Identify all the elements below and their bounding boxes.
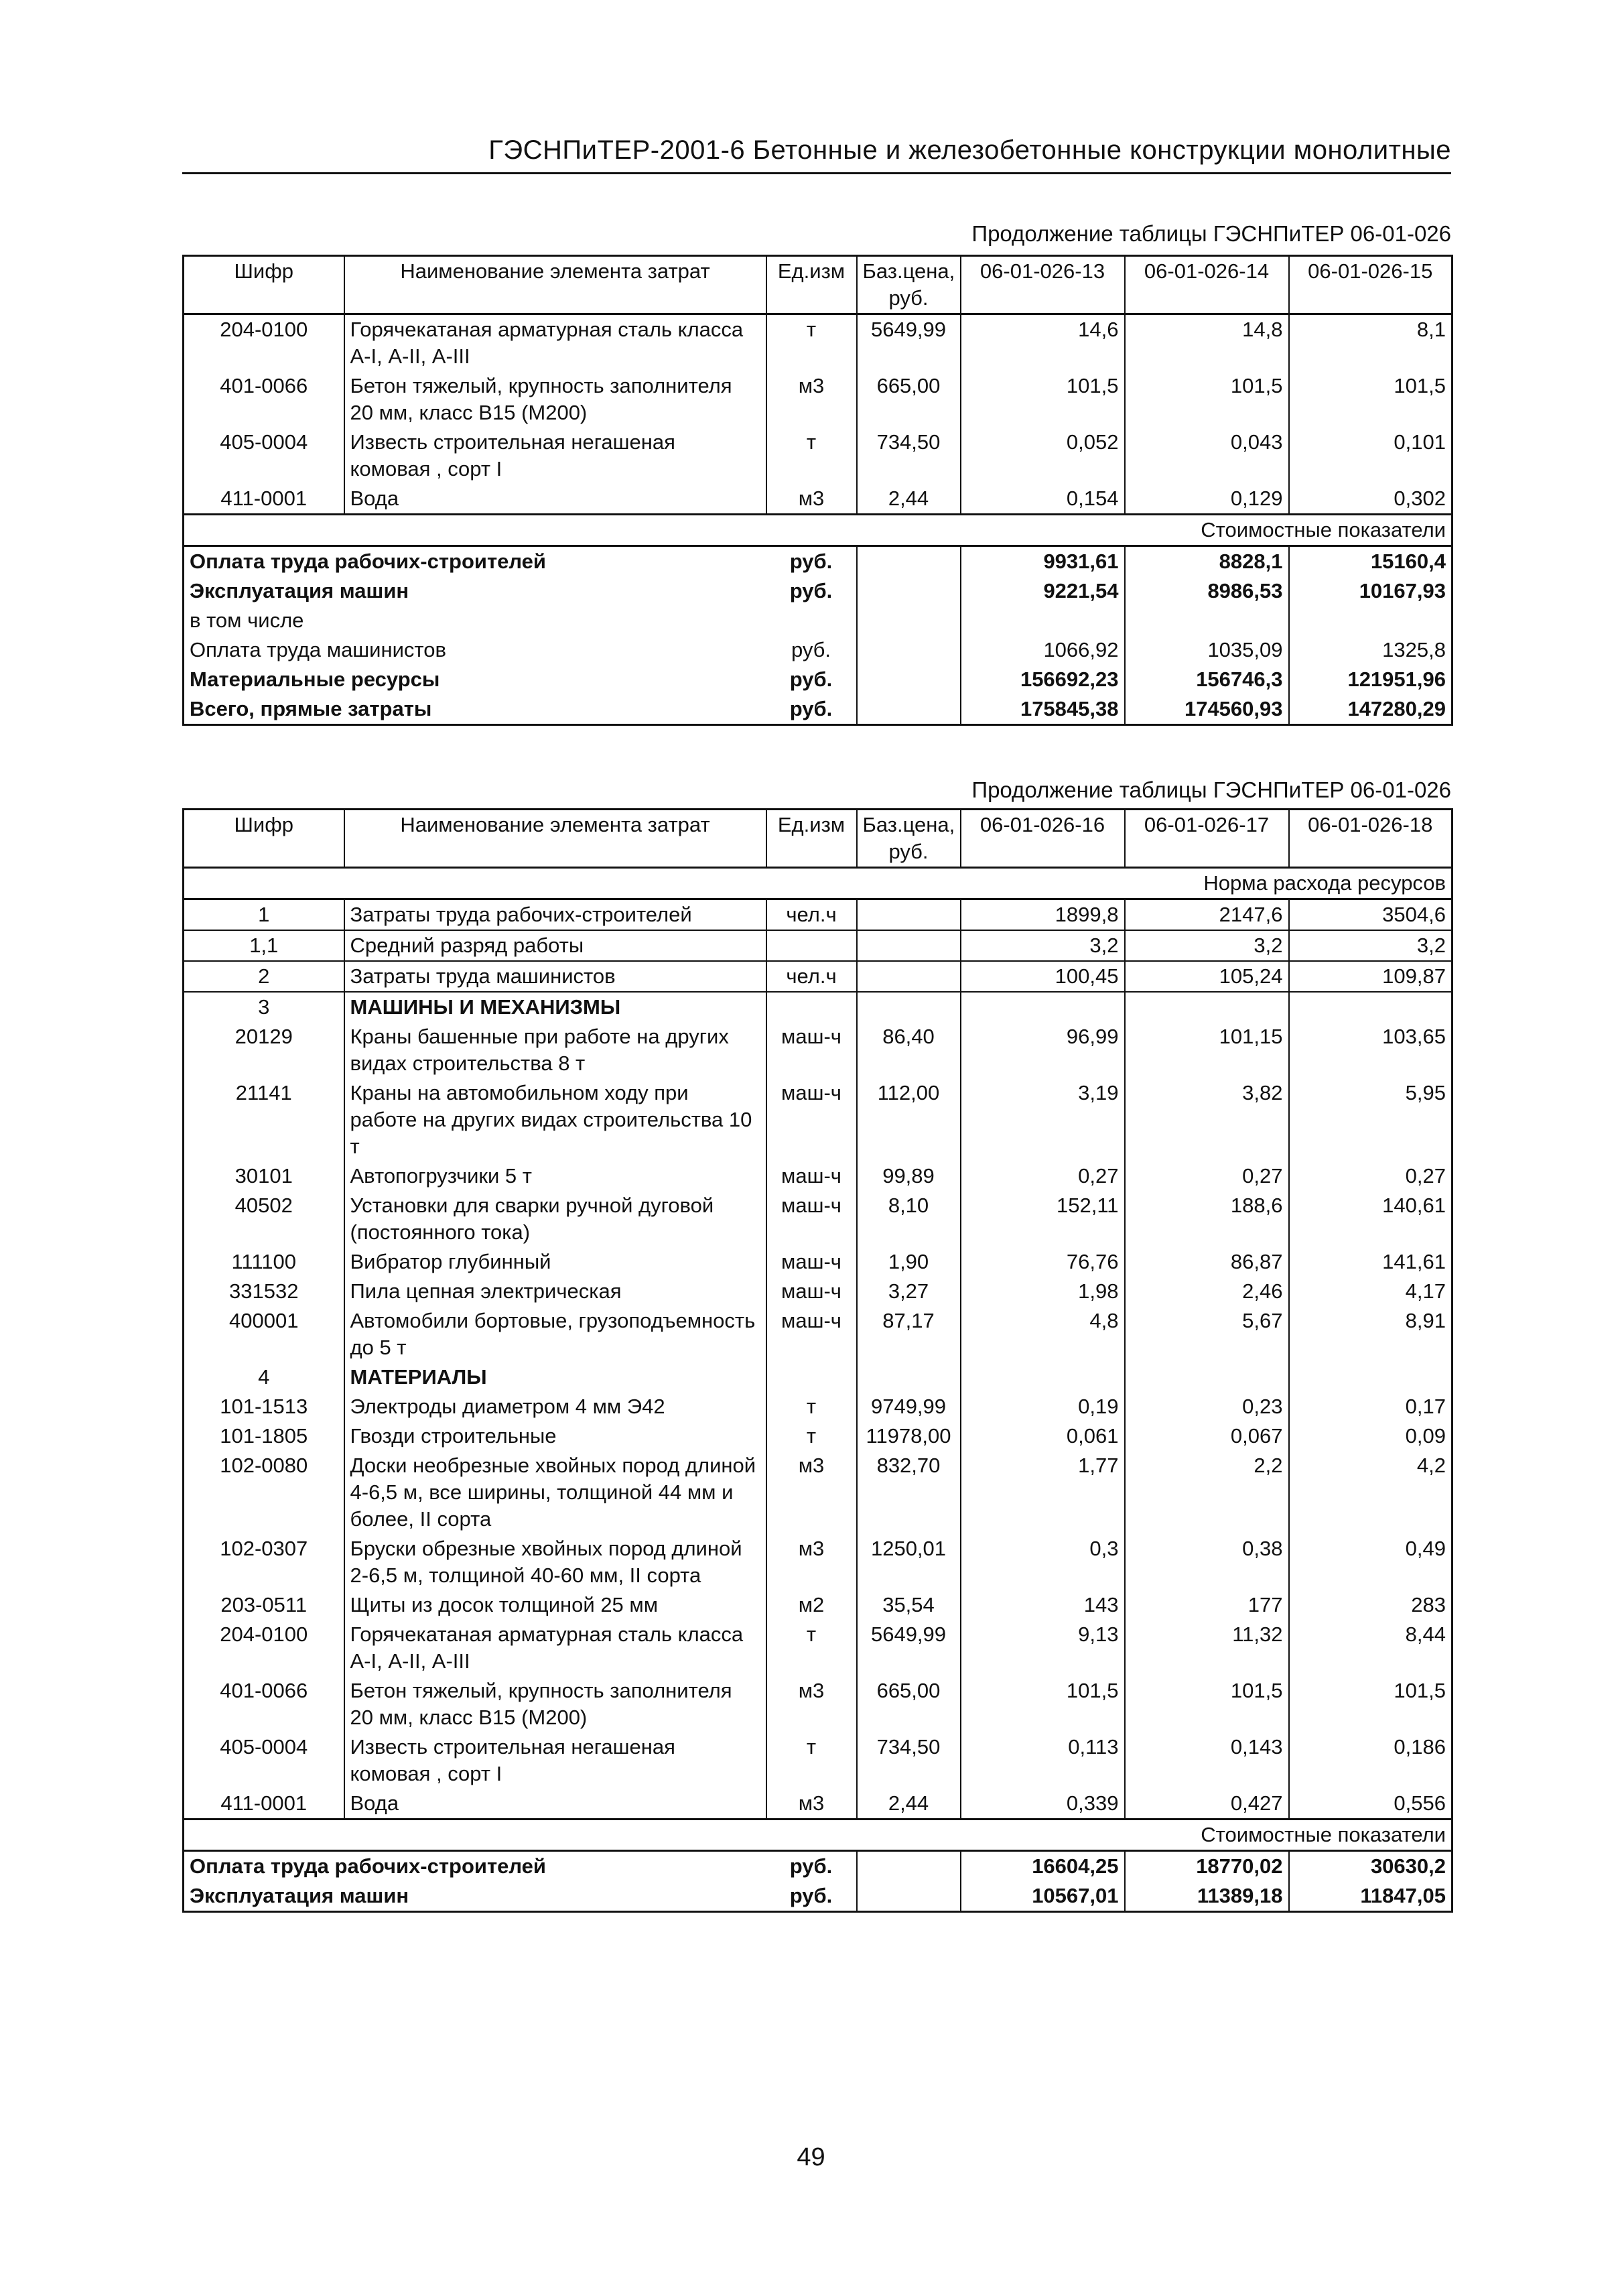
base-price: 832,70 — [857, 1451, 961, 1534]
value-col-1: 96,99 — [961, 1022, 1125, 1078]
cost-value-3: 1325,8 — [1289, 635, 1452, 665]
cost-value-1: 156692,23 — [961, 665, 1125, 694]
cost-value-1: 9221,54 — [961, 576, 1125, 606]
cost-unit: руб. — [766, 1881, 857, 1912]
unit: м3 — [798, 1679, 825, 1702]
resource-code: 102-0080 — [184, 1451, 344, 1534]
table-row — [184, 1732, 1452, 1789]
table-row — [184, 1191, 1452, 1247]
cost-row — [184, 694, 1452, 725]
column-header: 06-01-026-15 — [1289, 256, 1452, 314]
cost-value-1: 10567,01 — [961, 1881, 1125, 1912]
resource-name: Гвозди строительные — [344, 1421, 766, 1451]
resource-name: Вибратор глубинный — [344, 1247, 766, 1277]
table-row — [184, 428, 1452, 484]
column-header: Баз.цена, руб. — [857, 810, 961, 868]
unit: м3 — [798, 1454, 825, 1477]
unit: т — [806, 1735, 817, 1759]
unit: т — [806, 1424, 817, 1448]
cost-value-1: 175845,38 — [961, 694, 1125, 725]
base-price: 86,40 — [857, 1022, 961, 1078]
base-price: 87,17 — [857, 1306, 961, 1362]
resource-name: Краны на автомобильном ходу при работе на других видах строительства 10 т — [344, 1078, 766, 1161]
cost-value-2: 1035,09 — [1125, 635, 1289, 665]
value-col-1: 1,98 — [961, 1277, 1125, 1306]
cost-label: Материальные ресурсы — [184, 665, 766, 694]
value-col-2: 5,67 — [1125, 1306, 1289, 1362]
resource-code: 401-0066 — [184, 371, 344, 428]
cost-value-1: 16604,25 — [961, 1851, 1125, 1882]
base-price: 2,44 — [857, 1789, 961, 1820]
table-row — [184, 1362, 1452, 1392]
value-col-1: 152,11 — [961, 1191, 1125, 1247]
value-col-2: 3,2 — [1125, 930, 1289, 961]
column-header: Наименование элемента затрат — [344, 256, 766, 314]
value-col-1: 1899,8 — [961, 899, 1125, 931]
value-col-3 — [1289, 992, 1452, 1022]
cost-unit: руб. — [789, 550, 833, 573]
table-row — [184, 1392, 1452, 1421]
resource-code: 405-0004 — [184, 428, 344, 484]
table-row — [184, 1277, 1452, 1306]
value-col-1: 101,5 — [961, 371, 1125, 428]
cost-value-1 — [961, 606, 1125, 635]
cost-value-2: 174560,93 — [1125, 694, 1289, 725]
unit: м3 — [798, 487, 825, 510]
unit — [766, 992, 857, 1022]
base-price: 35,54 — [857, 1590, 961, 1620]
resource-name: Электроды диаметром 4 мм Э42 — [344, 1392, 766, 1421]
unit: т — [806, 318, 817, 341]
cost-price-empty — [857, 635, 961, 665]
page-header: ГЭСНПиТЕР-2001-6 Бетонные и железобетонные конструкции монолитные — [488, 135, 1451, 165]
base-price: 5649,99 — [857, 314, 961, 372]
value-col-2: 101,5 — [1125, 371, 1289, 428]
value-col-3: 0,27 — [1289, 1161, 1452, 1191]
value-col-2: 0,129 — [1125, 484, 1289, 515]
value-col-2: 0,38 — [1125, 1534, 1289, 1590]
value-col-2: 177 — [1125, 1590, 1289, 1620]
column-header: Ед.изм — [766, 810, 857, 868]
table-row — [184, 1620, 1452, 1676]
column-header: Наименование элемента затрат — [344, 810, 766, 868]
page-number: 49 — [797, 2143, 825, 2171]
value-col-1: 0,19 — [961, 1392, 1125, 1421]
cost-unit: руб. — [789, 1854, 833, 1878]
resource-name: Затраты труда рабочих-строителей — [344, 899, 766, 931]
base-price: 99,89 — [857, 1161, 961, 1191]
unit — [766, 930, 857, 961]
table-row — [184, 1247, 1452, 1277]
cost-value-1: 1066,92 — [961, 635, 1125, 665]
resource-name: Доски необрезные хвойных пород длиной 4-6,5 м, все ширины, толщиной 44 мм и более, II сорта — [344, 1451, 766, 1534]
cost-row — [184, 606, 1452, 635]
table-row — [184, 1161, 1452, 1191]
value-col-2: 2,46 — [1125, 1277, 1289, 1306]
cost-label: в том числе — [184, 606, 766, 635]
unit: маш-ч — [781, 1309, 841, 1332]
column-header: 06-01-026-18 — [1289, 810, 1452, 868]
resource-code: 2 — [184, 961, 344, 992]
cost-row — [184, 635, 1452, 665]
resource-name: Горячекатаная арматурная сталь класса А-I, А-II, А-III — [344, 1620, 766, 1676]
value-col-2: 2,2 — [1125, 1451, 1289, 1534]
cost-value-3: 121951,96 — [1289, 665, 1452, 694]
table-row — [184, 371, 1452, 428]
resource-name: Горячекатаная арматурная сталь класса А-I, А-II, А-III — [344, 314, 766, 372]
value-col-1: 4,8 — [961, 1306, 1125, 1362]
cost-unit: руб. — [766, 694, 857, 725]
resource-code: 204-0100 — [184, 1620, 344, 1676]
resource-code: 405-0004 — [184, 1732, 344, 1789]
value-col-3: 109,87 — [1289, 961, 1452, 992]
value-col-3: 0,17 — [1289, 1392, 1452, 1421]
value-col-1: 0,154 — [961, 484, 1125, 515]
resource-code: 1,1 — [184, 930, 344, 961]
resource-name: Известь строительная негашеная комовая , сорт I — [344, 428, 766, 484]
cost-value-3: 15160,4 — [1289, 546, 1452, 577]
resource-name: Установки для сварки ручной дуговой (постоянного тока) — [344, 1191, 766, 1247]
cost-price-empty — [857, 694, 961, 725]
value-col-1: 0,3 — [961, 1534, 1125, 1590]
resource-code: 203-0511 — [184, 1590, 344, 1620]
table-row — [184, 961, 1452, 992]
table-row — [184, 314, 1452, 372]
unit: м2 — [798, 1593, 825, 1616]
value-col-2 — [1125, 992, 1289, 1022]
value-col-2: 101,15 — [1125, 1022, 1289, 1078]
value-col-1: 1,77 — [961, 1451, 1125, 1534]
value-col-3: 0,302 — [1289, 484, 1452, 515]
value-col-1: 100,45 — [961, 961, 1125, 992]
cost-row — [184, 576, 1452, 606]
table-row — [184, 1451, 1452, 1534]
resource-name: Автомобили бортовые, грузоподъемность до 5 т — [344, 1306, 766, 1362]
cost-price-empty — [857, 1881, 961, 1912]
value-col-2: 188,6 — [1125, 1191, 1289, 1247]
cost-value-2: 156746,3 — [1125, 665, 1289, 694]
band-label: Норма расхода ресурсов — [184, 868, 1452, 899]
resource-name: Автопогрузчики 5 т — [344, 1161, 766, 1191]
section-band — [184, 868, 1452, 899]
base-price: 734,50 — [857, 428, 961, 484]
base-price: 3,27 — [857, 1277, 961, 1306]
cost-value-3: 11847,05 — [1289, 1881, 1452, 1912]
resource-name: Известь строительная негашеная комовая , сорт I — [344, 1732, 766, 1789]
column-header: Ед.изм — [766, 256, 857, 314]
resource-code: 400001 — [184, 1306, 344, 1362]
table-row — [184, 1789, 1452, 1820]
resource-code: 401-0066 — [184, 1676, 344, 1732]
resource-name: Щиты из досок толщиной 25 мм — [344, 1590, 766, 1620]
unit: маш-ч — [781, 1279, 841, 1303]
cost-value-3 — [1289, 606, 1452, 635]
value-col-2: 0,427 — [1125, 1789, 1289, 1820]
base-price — [857, 899, 961, 931]
cost-value-2: 18770,02 — [1125, 1851, 1289, 1882]
base-price: 112,00 — [857, 1078, 961, 1161]
cost-unit — [766, 606, 857, 635]
cost-value-2: 8986,53 — [1125, 576, 1289, 606]
table-row — [184, 484, 1452, 515]
value-col-2: 11,32 — [1125, 1620, 1289, 1676]
resource-name: Пила цепная электрическая — [344, 1277, 766, 1306]
cost-price-empty — [857, 1851, 961, 1882]
value-col-3: 3504,6 — [1289, 899, 1452, 931]
value-col-1: 9,13 — [961, 1620, 1125, 1676]
base-price: 1250,01 — [857, 1534, 961, 1590]
table-row — [184, 1676, 1452, 1732]
base-price — [857, 992, 961, 1022]
cost-label: Всего, прямые затраты — [184, 694, 766, 725]
table-row — [184, 1022, 1452, 1078]
cost-row — [184, 665, 1452, 694]
value-col-2: 0,043 — [1125, 428, 1289, 484]
resource-name: МАШИНЫ И МЕХАНИЗМЫ — [344, 992, 766, 1022]
value-col-2: 14,8 — [1125, 314, 1289, 372]
value-col-2: 101,5 — [1125, 1676, 1289, 1732]
value-col-3: 5,95 — [1289, 1078, 1452, 1161]
unit: т — [806, 430, 817, 454]
resource-code: 20129 — [184, 1022, 344, 1078]
resource-code: 204-0100 — [184, 314, 344, 372]
value-col-1 — [961, 1362, 1125, 1392]
base-price — [857, 1362, 961, 1392]
value-col-3: 4,2 — [1289, 1451, 1452, 1534]
unit: чел.ч — [766, 961, 857, 992]
resource-name: Вода — [344, 484, 766, 515]
value-col-2: 0,23 — [1125, 1392, 1289, 1421]
cost-label: Оплата труда машинистов — [184, 635, 766, 665]
resource-code: 111100 — [184, 1247, 344, 1277]
resource-code: 331532 — [184, 1277, 344, 1306]
value-col-2: 2147,6 — [1125, 899, 1289, 931]
table-row — [184, 1306, 1452, 1362]
resource-name: Краны башенные при работе на других видах строительства 8 т — [344, 1022, 766, 1078]
resource-name: МАТЕРИАЛЫ — [344, 1362, 766, 1392]
section-band — [184, 1820, 1452, 1851]
section-band — [184, 515, 1452, 546]
unit — [766, 1362, 857, 1392]
value-col-2: 0,27 — [1125, 1161, 1289, 1191]
cost-row — [184, 1851, 1452, 1882]
cost-value-2 — [1125, 606, 1289, 635]
column-header: 06-01-026-17 — [1125, 810, 1289, 868]
cost-value-3: 147280,29 — [1289, 694, 1452, 725]
resource-name: Бруски обрезные хвойных пород длиной 2-6,5 м, толщиной 40-60 мм, II сорта — [344, 1534, 766, 1590]
value-col-2: 0,067 — [1125, 1421, 1289, 1451]
cost-price-empty — [857, 576, 961, 606]
value-col-2: 105,24 — [1125, 961, 1289, 992]
table1-caption: Продолжение таблицы ГЭСНПиТЕР 06-01-026 — [971, 221, 1451, 246]
cost-row — [184, 1881, 1452, 1912]
cost-value-2: 11389,18 — [1125, 1881, 1289, 1912]
resource-code: 40502 — [184, 1191, 344, 1247]
value-col-3: 0,186 — [1289, 1732, 1452, 1789]
header-rule — [182, 172, 1451, 174]
unit: маш-ч — [781, 1250, 841, 1273]
resource-code: 411-0001 — [184, 484, 344, 515]
value-col-1: 143 — [961, 1590, 1125, 1620]
value-col-3: 103,65 — [1289, 1022, 1452, 1078]
resource-code: 1 — [184, 899, 344, 931]
unit: маш-ч — [781, 1194, 841, 1217]
cost-label: Оплата труда рабочих-строителей — [184, 546, 766, 577]
resource-name: Бетон тяжелый, крупность заполнителя 20 мм, класс В15 (М200) — [344, 371, 766, 428]
resource-name: Бетон тяжелый, крупность заполнителя 20 мм, класс В15 (М200) — [344, 1676, 766, 1732]
base-price: 8,10 — [857, 1191, 961, 1247]
value-col-2: 86,87 — [1125, 1247, 1289, 1277]
table-row — [184, 992, 1452, 1022]
value-col-3 — [1289, 1362, 1452, 1392]
value-col-3: 8,91 — [1289, 1306, 1452, 1362]
column-header: Баз.цена, руб. — [857, 256, 961, 314]
resource-code: 4 — [184, 1362, 344, 1392]
resource-code: 21141 — [184, 1078, 344, 1161]
value-col-1: 0,052 — [961, 428, 1125, 484]
column-header: Шифр — [184, 810, 344, 868]
table-row — [184, 1078, 1452, 1161]
base-price: 734,50 — [857, 1732, 961, 1789]
unit: маш-ч — [781, 1164, 841, 1188]
base-price: 1,90 — [857, 1247, 961, 1277]
base-price: 2,44 — [857, 484, 961, 515]
base-price: 665,00 — [857, 371, 961, 428]
value-col-1: 101,5 — [961, 1676, 1125, 1732]
table1 — [182, 255, 1453, 726]
value-col-1: 0,113 — [961, 1732, 1125, 1789]
cost-label: Эксплуатация машин — [184, 1881, 766, 1912]
cost-unit: руб. — [789, 667, 833, 691]
value-col-1: 3,19 — [961, 1078, 1125, 1161]
base-price: 5649,99 — [857, 1620, 961, 1676]
unit: м3 — [798, 1537, 825, 1560]
value-col-1 — [961, 992, 1125, 1022]
value-col-3: 8,44 — [1289, 1620, 1452, 1676]
value-col-1: 0,339 — [961, 1789, 1125, 1820]
unit: чел.ч — [766, 899, 857, 931]
cost-row — [184, 546, 1452, 577]
resource-code: 102-0307 — [184, 1534, 344, 1590]
value-col-2: 0,143 — [1125, 1732, 1289, 1789]
unit: м3 — [798, 1791, 825, 1815]
base-price — [857, 961, 961, 992]
resource-code: 30101 — [184, 1161, 344, 1191]
resource-code: 411-0001 — [184, 1789, 344, 1820]
base-price: 11978,00 — [857, 1421, 961, 1451]
band-label: Стоимостные показатели — [184, 1820, 1452, 1851]
value-col-3: 0,09 — [1289, 1421, 1452, 1451]
cost-value-3: 30630,2 — [1289, 1851, 1452, 1882]
value-col-1: 0,061 — [961, 1421, 1125, 1451]
unit: маш-ч — [781, 1025, 841, 1048]
cost-price-empty — [857, 606, 961, 635]
value-col-3: 101,5 — [1289, 1676, 1452, 1732]
value-col-3: 0,49 — [1289, 1534, 1452, 1590]
value-col-3: 0,556 — [1289, 1789, 1452, 1820]
header-row — [184, 256, 1452, 314]
base-price: 9749,99 — [857, 1392, 961, 1421]
band-label: Стоимостные показатели — [184, 515, 1452, 546]
value-col-2: 3,82 — [1125, 1078, 1289, 1161]
unit: т — [806, 1395, 817, 1418]
table-row — [184, 1590, 1452, 1620]
resource-code: 101-1513 — [184, 1392, 344, 1421]
resource-code: 101-1805 — [184, 1421, 344, 1451]
table-row — [184, 899, 1452, 931]
value-col-3: 101,5 — [1289, 371, 1452, 428]
value-col-1: 76,76 — [961, 1247, 1125, 1277]
value-col-1: 14,6 — [961, 314, 1125, 372]
column-header: 06-01-026-14 — [1125, 256, 1289, 314]
table2 — [182, 808, 1453, 1913]
cost-label: Эксплуатация машин — [184, 576, 766, 606]
base-price: 665,00 — [857, 1676, 961, 1732]
cost-value-1: 9931,61 — [961, 546, 1125, 577]
value-col-3: 0,101 — [1289, 428, 1452, 484]
column-header: 06-01-026-16 — [961, 810, 1125, 868]
table-row — [184, 1421, 1452, 1451]
unit: маш-ч — [781, 1081, 841, 1104]
unit: м3 — [798, 374, 825, 397]
cost-price-empty — [857, 546, 961, 577]
cost-unit: руб. — [789, 579, 833, 602]
header-row — [184, 810, 1452, 868]
value-col-3: 3,2 — [1289, 930, 1452, 961]
value-col-3: 4,17 — [1289, 1277, 1452, 1306]
value-col-3: 283 — [1289, 1590, 1452, 1620]
cost-price-empty — [857, 665, 961, 694]
column-header: 06-01-026-13 — [961, 256, 1125, 314]
value-col-1: 3,2 — [961, 930, 1125, 961]
value-col-2 — [1125, 1362, 1289, 1392]
table-row — [184, 1534, 1452, 1590]
unit: т — [806, 1622, 817, 1646]
resource-code: 3 — [184, 992, 344, 1022]
value-col-3: 140,61 — [1289, 1191, 1452, 1247]
cost-unit: руб. — [791, 638, 831, 661]
cost-value-2: 8828,1 — [1125, 546, 1289, 577]
column-header: Шифр — [184, 256, 344, 314]
base-price — [857, 930, 961, 961]
table2-caption: Продолжение таблицы ГЭСНПиТЕР 06-01-026 — [971, 777, 1451, 802]
cost-label: Оплата труда рабочих-строителей — [184, 1851, 766, 1882]
resource-name: Средний разряд работы — [344, 930, 766, 961]
cost-value-3: 10167,93 — [1289, 576, 1452, 606]
resource-name: Затраты труда машинистов — [344, 961, 766, 992]
resource-name: Вода — [344, 1789, 766, 1820]
table-row — [184, 930, 1452, 961]
value-col-3: 141,61 — [1289, 1247, 1452, 1277]
value-col-3: 8,1 — [1289, 314, 1452, 372]
value-col-1: 0,27 — [961, 1161, 1125, 1191]
